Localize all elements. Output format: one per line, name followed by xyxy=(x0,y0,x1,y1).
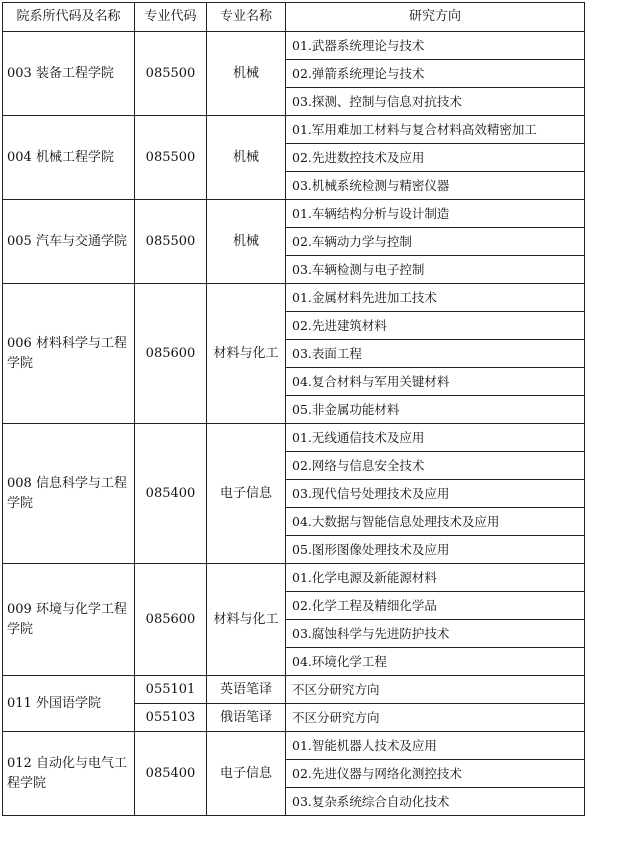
direction-cell: 03.现代信号处理技术及应用 xyxy=(286,480,585,508)
direction-cell: 02.网络与信息安全技术 xyxy=(286,452,585,480)
direction-cell: 03.腐蚀科学与先进防护技术 xyxy=(286,620,585,648)
header-code: 专业代码 xyxy=(135,3,207,32)
code-cell: 085500 xyxy=(135,116,207,200)
code-cell: 085500 xyxy=(135,32,207,116)
major-cell: 电子信息 xyxy=(207,732,286,816)
direction-cell: 05.非金属功能材料 xyxy=(286,396,585,424)
dept-cell: 005 汽车与交通学院 xyxy=(3,200,135,284)
code-cell: 085400 xyxy=(135,732,207,816)
dept-cell: 009 环境与化学工程学院 xyxy=(3,564,135,676)
dept-cell: 011 外国语学院 xyxy=(3,676,135,732)
direction-cell: 01.车辆结构分析与设计制造 xyxy=(286,200,585,228)
code-cell: 055103 xyxy=(135,704,207,732)
major-cell: 机械 xyxy=(207,200,286,284)
table-row xyxy=(3,424,585,452)
direction-cell: 03.机械系统检测与精密仪器 xyxy=(286,172,585,200)
direction-cell: 03.探测、控制与信息对抗技术 xyxy=(286,88,585,116)
header-dept: 院系所代码及名称 xyxy=(3,3,135,32)
table-row xyxy=(3,676,585,704)
dept-cell: 008 信息科学与工程学院 xyxy=(3,424,135,564)
major-cell: 电子信息 xyxy=(207,424,286,564)
major-cell: 材料与化工 xyxy=(207,284,286,424)
code-cell: 055101 xyxy=(135,676,207,704)
direction-cell: 04.大数据与智能信息处理技术及应用 xyxy=(286,508,585,536)
direction-cell: 02.车辆动力学与控制 xyxy=(286,228,585,256)
direction-cell: 04.环境化学工程 xyxy=(286,648,585,676)
table-row xyxy=(3,564,585,592)
direction-cell: 03.车辆检测与电子控制 xyxy=(286,256,585,284)
code-cell: 085600 xyxy=(135,564,207,676)
code-cell: 085600 xyxy=(135,284,207,424)
direction-cell: 不区分研究方向 xyxy=(286,704,585,732)
dept-cell: 004 机械工程学院 xyxy=(3,116,135,200)
direction-cell: 01.武器系统理论与技术 xyxy=(286,32,585,60)
table-row xyxy=(3,116,585,144)
code-cell: 085400 xyxy=(135,424,207,564)
direction-cell: 01.无线通信技术及应用 xyxy=(286,424,585,452)
direction-cell: 02.化学工程及精细化学品 xyxy=(286,592,585,620)
header-row xyxy=(3,3,585,32)
direction-cell: 05.图形图像处理技术及应用 xyxy=(286,536,585,564)
table-row xyxy=(3,32,585,60)
dept-cell: 003 装备工程学院 xyxy=(3,32,135,116)
direction-cell: 02.先进数控技术及应用 xyxy=(286,144,585,172)
major-cell: 机械 xyxy=(207,32,286,116)
direction-cell: 不区分研究方向 xyxy=(286,676,585,704)
direction-cell: 02.先进仪器与网络化测控技术 xyxy=(286,760,585,788)
dept-cell: 006 材料科学与工程学院 xyxy=(3,284,135,424)
dept-cell: 012 自动化与电气工程学院 xyxy=(3,732,135,816)
program-table xyxy=(2,2,585,816)
direction-cell: 03.表面工程 xyxy=(286,340,585,368)
code-cell: 085500 xyxy=(135,200,207,284)
major-cell: 俄语笔译 xyxy=(207,704,286,732)
header-major: 专业名称 xyxy=(207,3,286,32)
direction-cell: 02.先进建筑材料 xyxy=(286,312,585,340)
table-row xyxy=(3,732,585,760)
direction-cell: 03.复杂系统综合自动化技术 xyxy=(286,788,585,816)
direction-cell: 01.金属材料先进加工技术 xyxy=(286,284,585,312)
major-cell: 材料与化工 xyxy=(207,564,286,676)
header-direction: 研究方向 xyxy=(286,3,585,32)
major-cell: 机械 xyxy=(207,116,286,200)
direction-cell: 02.弹箭系统理论与技术 xyxy=(286,60,585,88)
table-row xyxy=(3,284,585,312)
major-cell: 英语笔译 xyxy=(207,676,286,704)
table-row xyxy=(3,200,585,228)
direction-cell: 04.复合材料与军用关键材料 xyxy=(286,368,585,396)
direction-cell: 01.化学电源及新能源材料 xyxy=(286,564,585,592)
direction-cell: 01.智能机器人技术及应用 xyxy=(286,732,585,760)
direction-cell: 01.军用难加工材料与复合材料高效精密加工 xyxy=(286,116,585,144)
